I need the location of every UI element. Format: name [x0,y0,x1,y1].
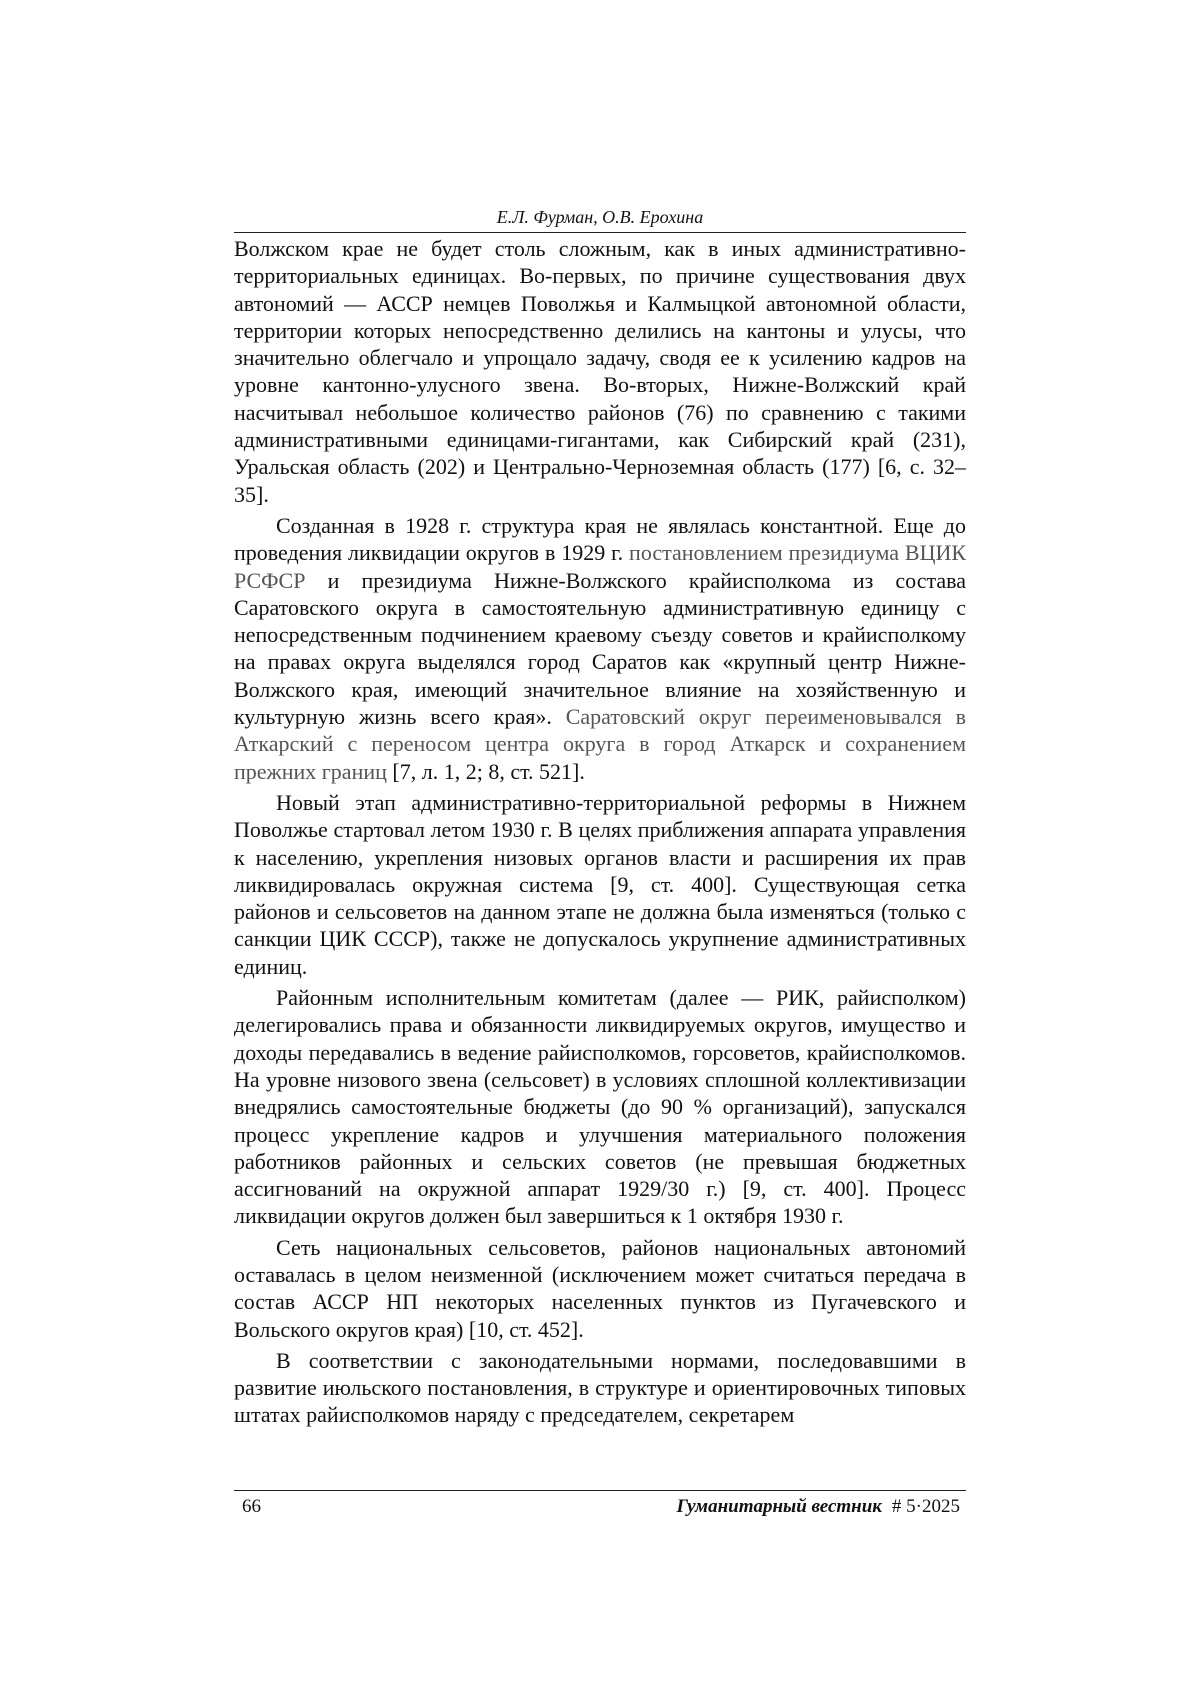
article-body [234,235,966,1429]
paragraph-6: В соответствии с законодательными нормами, последовавшими в развитие июльского постановления, в структуре и ориентировочных типовых штатах райисполкомов наряду с председателем, секретарем [234,1347,966,1428]
page-content [234,206,966,1433]
paragraph-3: Новый этап административно-территориальной реформы в Нижнем Поволжье стартовал летом 1930 г. В целях приближения аппарата управления к населению, укрепления низовых органов власти и расширения их прав ликвидировалась окружная система [9, ст. 400]. Существующая сетка районов и сельсоветов на данном этапе не должна была изменяться (только с санкции ЦИК СССР), также не допускалось укрупнение административных единиц. [234,789,966,979]
paragraph-5: Сеть национальных сельсоветов, районов национальных автономий оставалась в целом неизменной (исключением может считаться передача в состав АССР НП некоторых населенных пунктов из Пугачевского и Вольского округов края) [10, ст. 452]. [234,1234,966,1342]
paragraph-1: Волжском крае не будет столь сложным, как в иных административно-территориальных единицах. Во-первых, по причине существования двух автономий — АССР немцев Поволжья и Калмыцкой автономной области, территории которых непосредственно делились на кантоны и улусы, что значительно облегчало и упрощало задачу, сводя ее к усилению кадров на уровне кантонно-улусного звена. Во-вторых, Нижне-Волжский край насчитывал небольшое количество районов (76) по сравнению с такими административными единицами-гигантами, как Сибирский край (231), Уральская область (202) и Центрально-Черноземная область (177) [6, с. 32–35]. [234,236,966,507]
running-head-authors: Е.Л. Фурман, О.В. Ерохина [234,206,966,233]
journal-name: Гуманитарный вестник [676,1496,882,1517]
page-footer [234,1490,966,1517]
paragraph-2-rename-clause: Саратовский округ переименовывался в Аткарский с переносом центра округа в город Аткарск и сохранением прежних границ [234,704,966,784]
paragraph-2-references: [7, л. 1, 2; 8, ст. 521]. [386,758,585,784]
paragraph-2-part-c: и президиума Нижне-Волжского крайисполкома из состава Саратовского округа в самостоятельную административную единицу с непосредственным подчинением краевому съезду советов и крайисполкому на правах округа выделялся город Саратов как «крупный центр Нижне-Волжского края, имеющий значительное влияние на хозяйственную и культурную жизнь всего края». [234,567,966,730]
journal-issue: # 5·2025 [891,1496,960,1517]
paragraph-2-part-a: Созданная в 1928 г. структура края не являлась константной. Еще до проведения ликвидации округов в 1929 г. [234,512,966,566]
paragraph-4: Районным исполнительным комитетам (далее — РИК, райисполком) делегировались права и обязанности ликвидируемых округов, имущество и доходы передавались в ведение райисполкомов, горсоветов, крайисполкомов. На уровне низового звена (сельсовет) в условиях сплошной коллективизации внедрялись самостоятельные бюджеты (до 90 % организаций), запускался процесс укрепление кадров и улучшения материального положения работников районных и сельских советов (не превышая бюджетных ассигнований на окружной аппарат 1929/30 г.) [9, ст. 400]. Процесс ликвидации округов должен был завершиться к 1 октября 1930 г. [234,985,966,1229]
paragraph-2-citation-decree: постановлением президиума ВЦИК РСФСР [234,540,967,593]
journal-info [676,1495,960,1519]
paragraph-2 [234,512,966,785]
page-number: 66 [242,1496,261,1517]
